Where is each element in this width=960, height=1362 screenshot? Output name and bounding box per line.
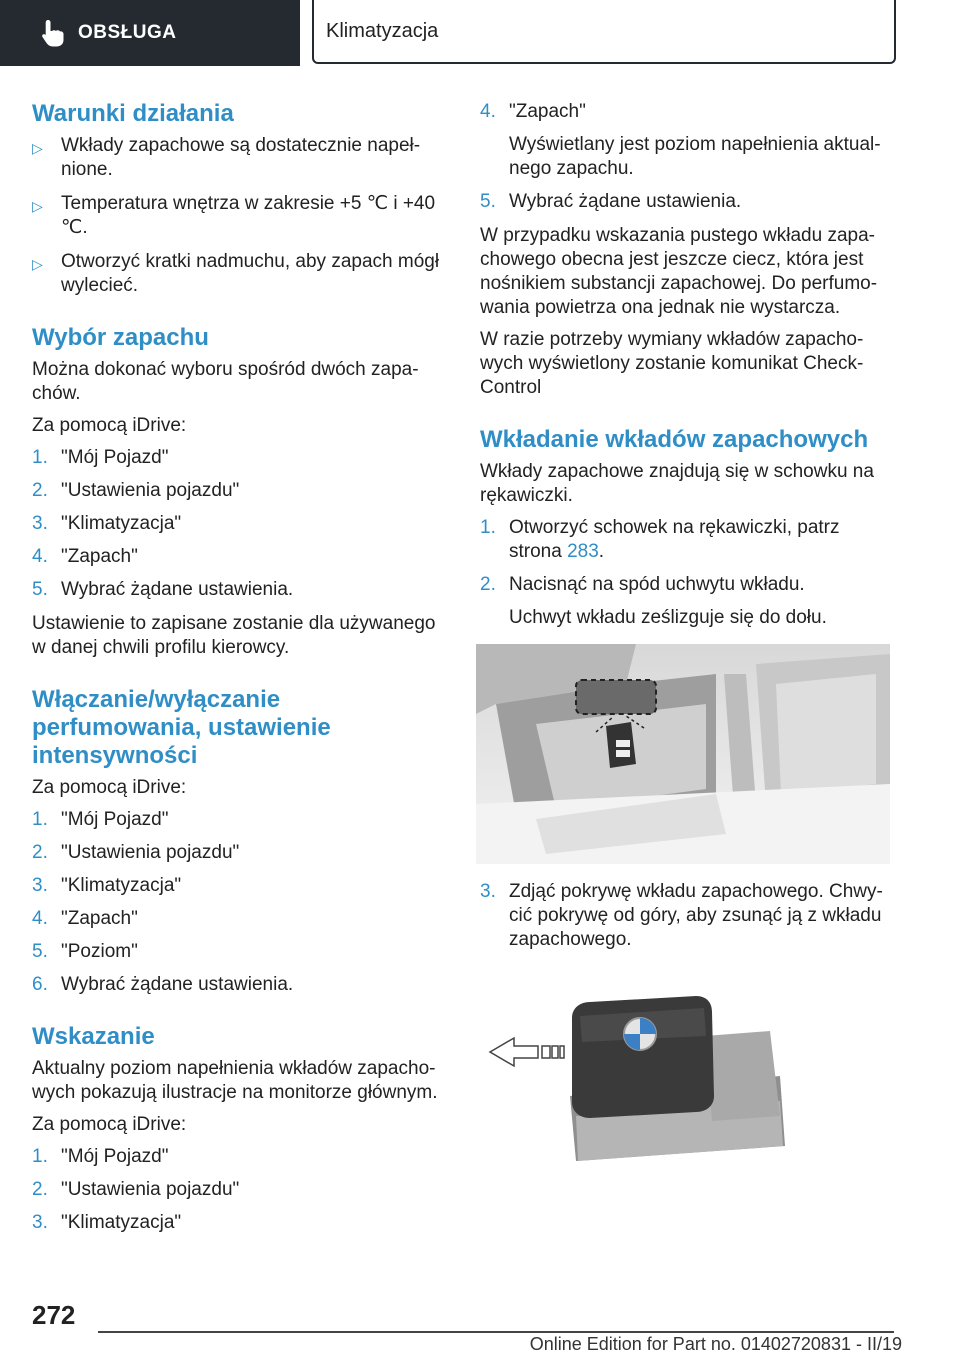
- triangle-bullet-icon: ▷: [32, 140, 43, 156]
- list-item: 6. Wybrać żądane ustawienia.: [32, 974, 294, 995]
- section-operating-conditions: [32, 100, 442, 298]
- bullet-list: [32, 134, 442, 298]
- section-scent-selection: [32, 324, 442, 660]
- paragraph: W razie potrzeby wymiany wkładów zapachowych wyświetlony zostanie komunikat Check-Control: [480, 329, 864, 398]
- section-title: Warunki działania: [32, 100, 234, 127]
- cartridge-illustration: [480, 976, 892, 1176]
- step-result: Wyświetlany jest poziom napełnienia aktualnego zapachu.: [509, 134, 881, 179]
- section-title: Wkładanie wkładów zapachowych: [480, 426, 869, 453]
- paragraph: Za pomocą iDrive:: [32, 777, 187, 798]
- paragraph: W przypadku wskazania pustego wkładu zapachowego obecna jest jeszcze ciecz, która jest nośnikiem substancji zapachowej. Do perfumowania powietrza ona jednak nie wystarcza.: [480, 225, 878, 318]
- list-item: ▷ Otworzyć kratki nadmuchu, aby zapach mógł wylecieć.: [32, 251, 440, 296]
- list-item: 3. Zdjąć pokrywę wkładu zapachowego. Chwycić pokrywę od góry, aby zsunąć ją z wkładu zapachowego.: [480, 881, 883, 950]
- section-tab: [0, 0, 300, 66]
- list-item: 5. "Poziom": [32, 941, 138, 962]
- step-result: Uchwyt wkładu ześlizguje się do dołu.: [509, 607, 827, 628]
- step-list: [480, 880, 892, 952]
- glovebox-photo: [476, 644, 890, 864]
- list-item: 3. "Klimatyzacja": [32, 513, 182, 534]
- list-item: 5. Wybrać żądane ustawienia.: [480, 191, 742, 212]
- step-list: [480, 516, 892, 630]
- step-list: [32, 1145, 442, 1235]
- paragraph: Wkłady zapachowe znajdują się w schowku na rękawiczki.: [480, 461, 874, 506]
- step-list: [32, 446, 442, 602]
- section-title: Włączanie/wyłączanie perfumowania, ustawienie intensywności: [32, 686, 331, 769]
- paragraph: Ustawienie to zapisane zostanie dla używanego w danej chwili profilu kierowcy.: [32, 613, 436, 658]
- list-item: ▷ Wkłady zapachowe są dostatecznie napełnione.: [32, 135, 421, 180]
- step-list: [32, 808, 442, 997]
- list-item: 2. "Ustawienia pojazdu": [32, 1179, 240, 1200]
- page-number: 272: [32, 1300, 76, 1330]
- paragraph: Aktualny poziom napełnienia wkładów zapachowych pokazują ilustracje na monitorze głównym.: [32, 1058, 438, 1103]
- list-item: 2. "Ustawienia pojazdu": [32, 480, 240, 501]
- section-toggle-intensity: [32, 686, 442, 997]
- page-header: [0, 0, 960, 66]
- paragraph: Można dokonać wyboru spośród dwóch zapachów.: [32, 359, 419, 404]
- section-label: OBSŁUGA: [78, 22, 177, 43]
- chapter-title: Klimatyzacja: [312, 0, 896, 64]
- triangle-bullet-icon: ▷: [32, 256, 43, 272]
- paragraph: Za pomocą iDrive:: [32, 1114, 187, 1135]
- left-column: [32, 100, 442, 1261]
- section-indication: [32, 1023, 442, 1235]
- list-item: 4. "Zapach" Wyświetlany jest poziom napełnienia aktualnego zapachu.: [480, 100, 892, 181]
- footer-divider: [98, 1331, 894, 1333]
- section-title: Wybór zapachu: [32, 324, 209, 351]
- section-insert-cartridges: [480, 426, 892, 1176]
- right-column: [480, 100, 892, 1176]
- paragraph: Za pomocą iDrive:: [32, 415, 187, 436]
- list-item: ▷ Temperatura wnętrza w zakresie +5 ℃ i +40 ℃.: [32, 193, 436, 238]
- list-item: 4. "Zapach": [32, 546, 138, 567]
- list-item: 1. "Mój Pojazd": [32, 447, 169, 468]
- list-item: 2. Nacisnąć na spód uchwytu wkładu. Uchwyt wkładu ześlizguje się do dołu.: [480, 573, 892, 630]
- list-item: 4. "Zapach": [32, 908, 138, 929]
- list-item: 1. "Mój Pojazd": [32, 1146, 169, 1167]
- page-link[interactable]: 283: [567, 541, 599, 562]
- list-item: 1. "Mój Pojazd": [32, 809, 169, 830]
- list-item: 1. Otworzyć schowek na rękawiczki, patrz strona 283.: [480, 517, 840, 562]
- pointing-hand-icon: [38, 18, 68, 48]
- edition-text: Online Edition for Part no. 01402720831 - II/19: [529, 1334, 902, 1354]
- list-item: 2. "Ustawienia pojazdu": [32, 842, 240, 863]
- step-list-continued: [480, 100, 892, 214]
- list-item: 3. "Klimatyzacja": [32, 875, 182, 896]
- triangle-bullet-icon: ▷: [32, 198, 43, 214]
- list-item: 5. Wybrać żądane ustawienia.: [32, 579, 294, 600]
- list-item: 3. "Klimatyzacja": [32, 1212, 182, 1233]
- section-title: Wskazanie: [32, 1023, 155, 1050]
